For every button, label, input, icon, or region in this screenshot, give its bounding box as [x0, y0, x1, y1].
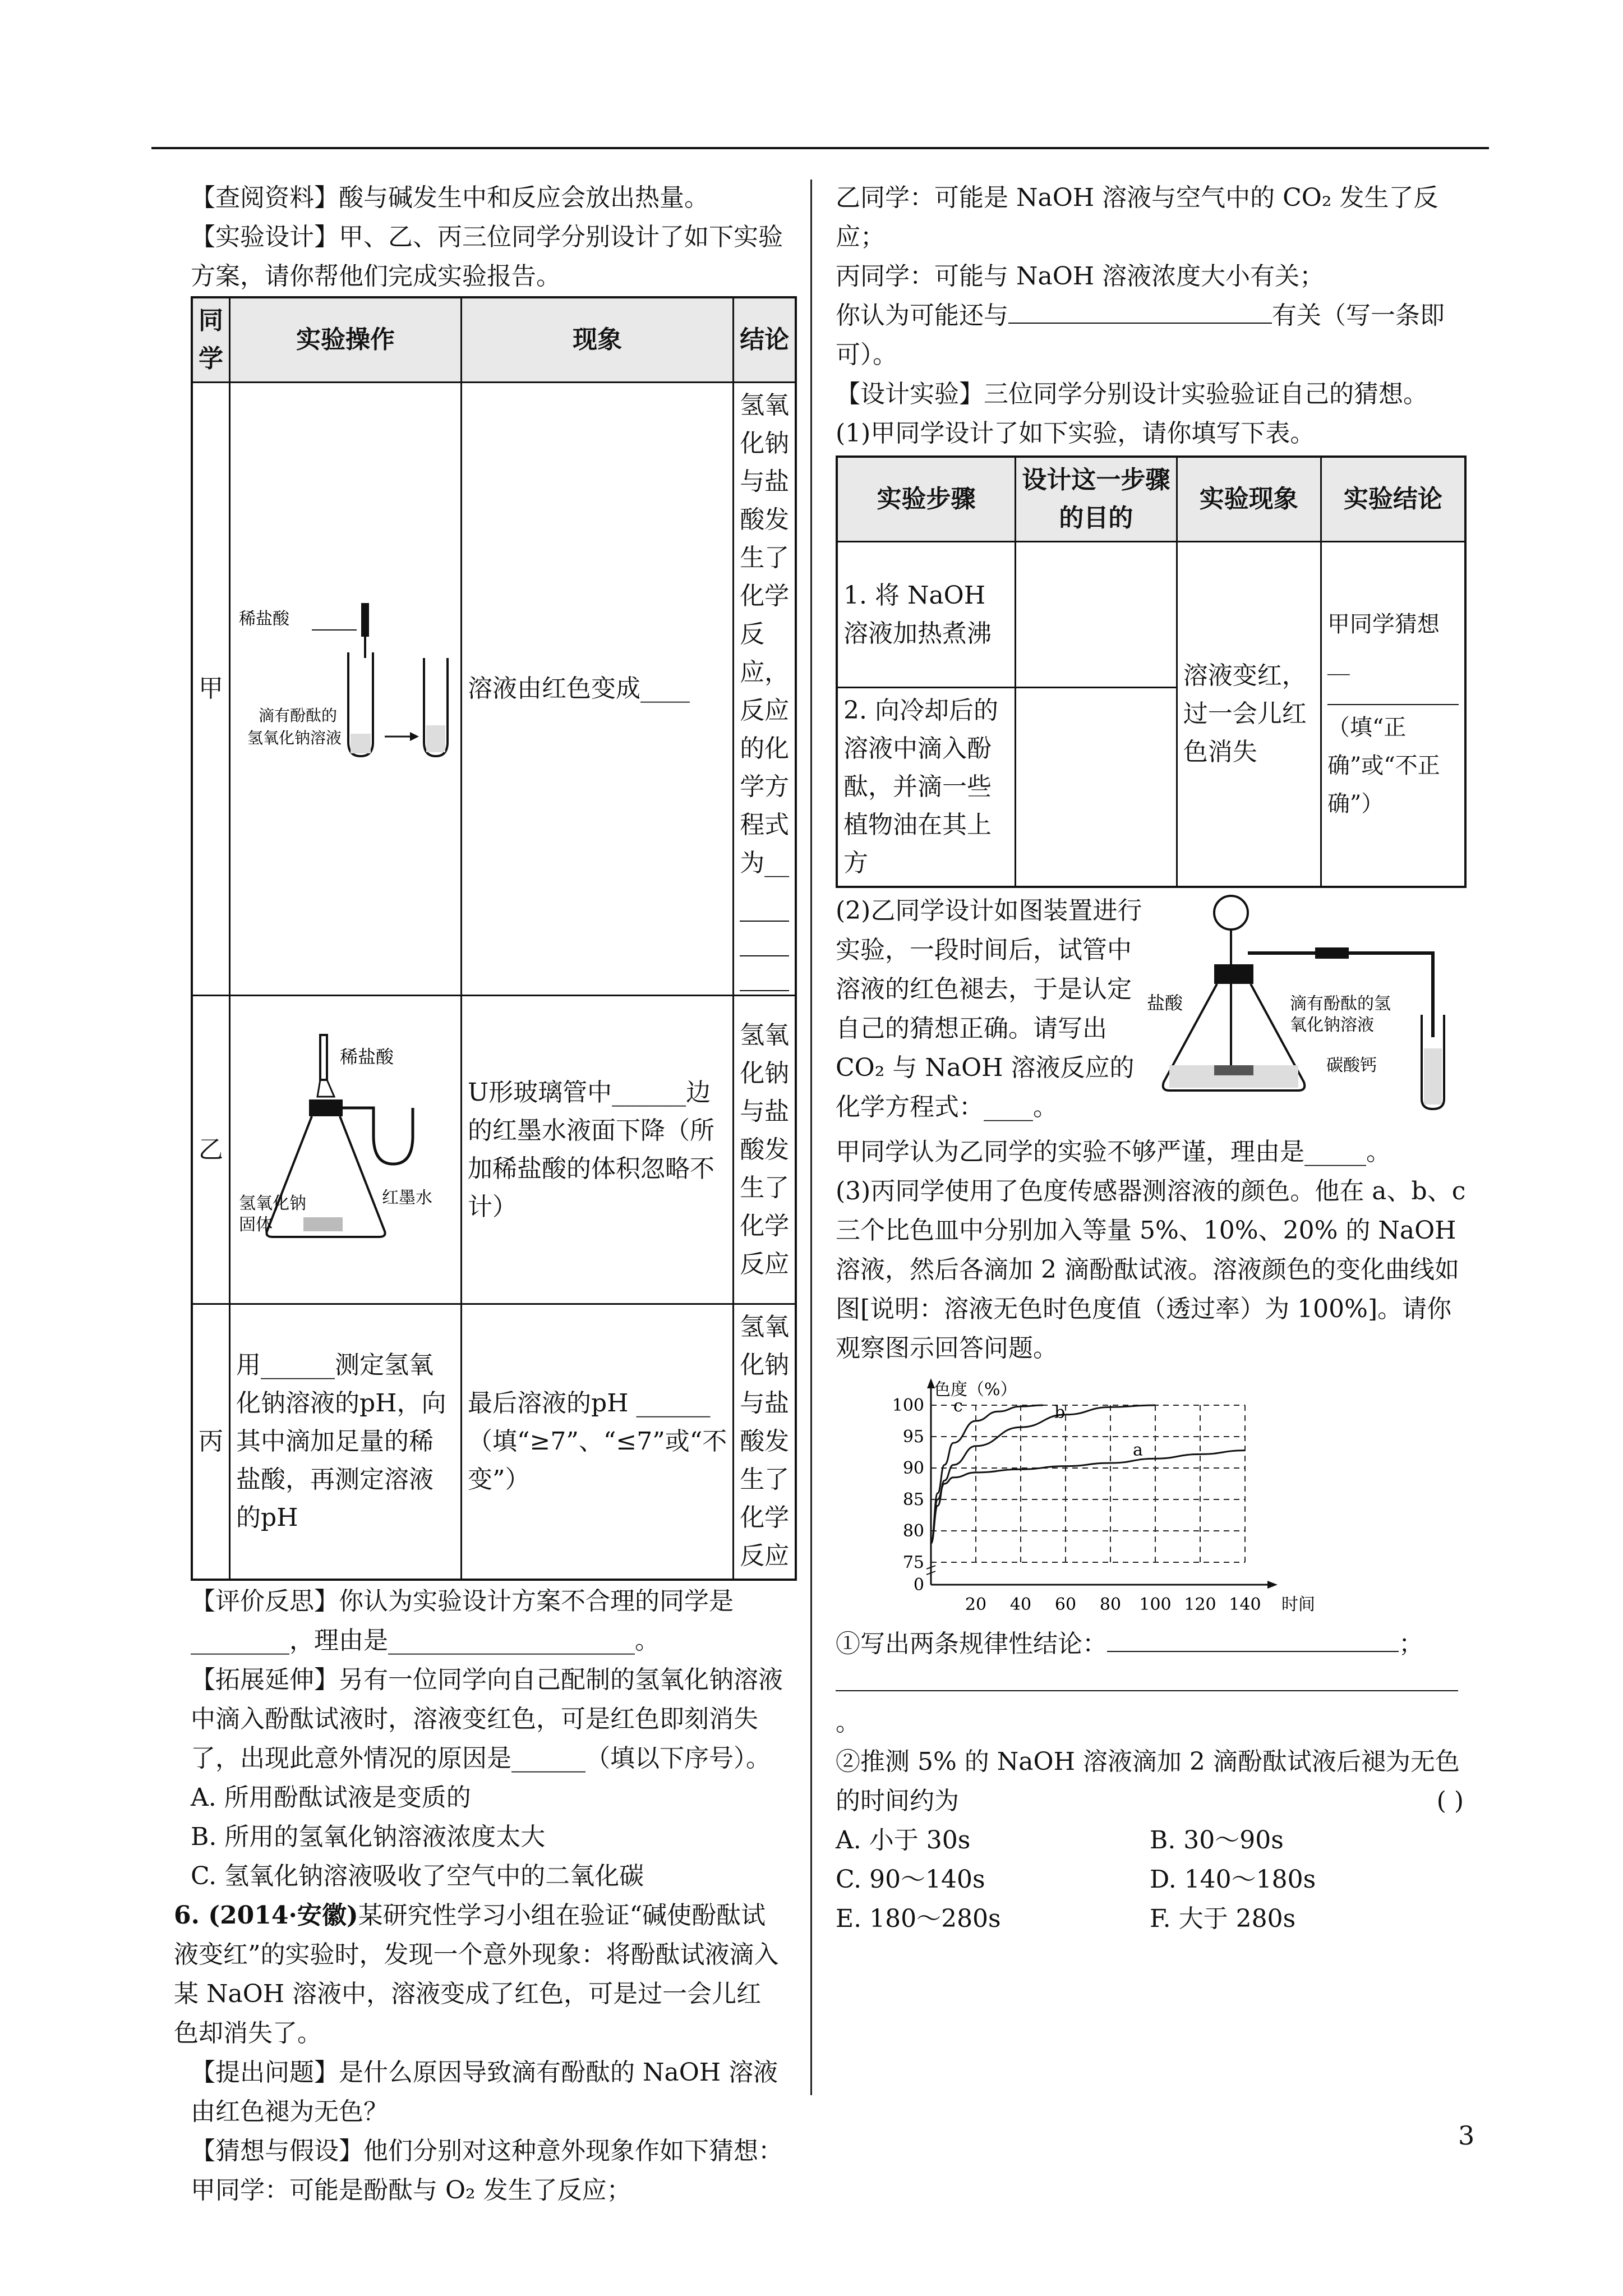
x-tick-label: 20: [965, 1595, 987, 1614]
y-tick-label: 80: [902, 1521, 924, 1541]
th-phenomenon: 现象: [462, 297, 734, 383]
row-jia-conclusion: [734, 383, 796, 996]
jia-phenomenon: 溶液变红，过一会儿红色消失: [1177, 542, 1321, 887]
option-a[interactable]: A. 小于 30s: [836, 1826, 971, 1855]
dropper-test-tube-figure: [236, 591, 449, 776]
th2-phenomenon: 实验现象: [1177, 457, 1321, 542]
series-label-b: b: [1054, 1402, 1066, 1423]
question-3-2-paren[interactable]: ( ): [1436, 1787, 1464, 1815]
row-yi-phenomenon: U形玻璃管中______边的红墨水液面下降（所加稀盐酸的体积忽略不计）: [462, 996, 734, 1304]
row-jia-conclusion-text: 氢氧化钠与盐酸发生了化学反应，反应的化学方程式为__: [740, 391, 790, 877]
hypothesis-other-post: 有关（写一条即可）。: [836, 301, 1445, 369]
row-bing-student: 丙: [192, 1304, 230, 1580]
row-yi-conclusion: 氢氧化钠与盐酸发生了化学反应: [734, 996, 796, 1304]
y-tick-label: 100: [892, 1396, 924, 1415]
step-2-purpose[interactable]: [1016, 688, 1177, 887]
question-2-text: (2)乙同学设计如图装置进行实验，一段时间后，试管中溶液的红色褪去，于是认定自己的猜想正确。请写出 CO₂ 与 NaOH 溶液反应的化学方程式：____。: [836, 896, 1142, 1121]
question-6-text: 某研究性学习小组在验证“碱使酚酞试液变红”的实验时，发现一个意外现象：将酚酞试液滴入某 NaOH 溶液中，溶液变成了红色，可是过一会儿红色却消失了。: [174, 1901, 779, 2047]
experiment-report-table: [191, 296, 797, 1581]
label-naoh-solution: 氢氧化钠溶液: [247, 729, 342, 747]
hypothesis-other-pre: 你认为可能还与: [836, 301, 1008, 330]
chart-grid: [931, 1405, 1245, 1562]
question-3-2-text: ②推测 5% 的 NaOH 溶液滴加 2 滴酚酞试液后褪为无色的时间约为: [836, 1747, 1460, 1815]
label-dilute-hcl: 稀盐酸: [239, 609, 289, 629]
chart-series: [931, 1396, 1245, 1543]
th2-conclusion: 实验结论: [1321, 457, 1465, 542]
step-2: 2. 向冷却后的溶液中滴入酚酞，并滴一些植物油在其上方: [837, 688, 1016, 887]
hypothesis-other: [836, 296, 1475, 375]
th2-step: 实验步骤: [837, 457, 1016, 542]
x-tick-label: 60: [1054, 1595, 1077, 1614]
row-jia-figure: [230, 383, 462, 996]
problem-text: 【提出问题】是什么原因导致滴有酚酞的 NaOH 溶液由红色褪为无色？: [191, 2058, 778, 2126]
th-student: 同学: [192, 297, 230, 383]
jia-conclusion: [1321, 542, 1465, 887]
th-conclusion: 结论: [734, 297, 796, 383]
option-d[interactable]: D. 140～180s: [1150, 1865, 1316, 1894]
intro-reference: 【查阅资料】酸与碱发生中和反应会放出热量。: [191, 183, 709, 212]
label-red-ink: 红墨水: [382, 1188, 432, 1208]
hypothesis-other-blank[interactable]: [1008, 298, 1272, 324]
design-step1-intro: (1)甲同学设计了如下实验，请你填写下表。: [836, 419, 1315, 448]
x-tick-label: 140: [1229, 1595, 1261, 1614]
row-bing-operation: 用______测定氢氧化钠溶液的pH，向其中滴加足量的稀盐酸，再测定溶液的pH: [230, 1304, 462, 1580]
series-label-c: c: [953, 1396, 963, 1416]
right-column: [836, 178, 1475, 1939]
jia-conclusion-b: （填“正确”或“不正确”）: [1327, 715, 1440, 817]
question-6: [174, 1896, 785, 2053]
question-3-1-text: ①写出两条规律性结论：: [836, 1630, 1107, 1658]
option-b[interactable]: B. 30～90s: [1150, 1826, 1284, 1855]
question-3-2-options: [836, 1821, 1475, 1939]
hypothesis-jia: 甲同学：可能是酚酞与 O₂ 发生了反应；: [191, 2176, 631, 2205]
y-tick-label: 85: [902, 1490, 924, 1510]
intro-design: 【实验设计】甲、乙、丙三位同学分别设计了如下实验方案，请你帮他们完成实验报告。: [191, 223, 783, 291]
column-divider: [810, 180, 812, 2095]
label-hcl: 盐酸: [1147, 992, 1183, 1014]
th-operation: 实验操作: [230, 297, 462, 383]
y-tick-label: 75: [902, 1553, 924, 1572]
y-tick-label: 95: [902, 1427, 924, 1447]
option-c[interactable]: C. 90～140s: [836, 1865, 985, 1894]
question-3-1-blank-2[interactable]: [836, 1665, 1458, 1691]
y-zero-label: 0: [913, 1575, 924, 1595]
question-6-source: 6. (2014·安徽): [174, 1901, 358, 1930]
x-tick-label: 100: [1139, 1595, 1172, 1614]
jia-experiment-table: [836, 455, 1467, 888]
chart-axes: [926, 1378, 1278, 1589]
label-indicator-2: 氧化钠溶液: [1290, 1015, 1374, 1035]
step-1: 1. 将 NaOH 溶液加热煮沸: [837, 542, 1016, 688]
flask-u-tube-figure: [236, 1024, 455, 1265]
color-degree-chart: [880, 1372, 1318, 1613]
extension-text: 【拓展延伸】另有一位同学向自己配制的氢氧化钠溶液中滴入酚酞试液时，溶液变红色，可是红色即刻消失了，出现此意外情况的原因是______（填以下序号）。: [191, 1665, 783, 1773]
jia-conclusion-a: 甲同学猜想__: [1327, 611, 1440, 675]
choice-b: B. 所用的氢氧化钠溶液浓度太大: [191, 1823, 546, 1851]
label-caco3: 碳酸钙: [1326, 1056, 1377, 1075]
hypothesis-yi: 乙同学：可能是 NaOH 溶液与空气中的 CO₂ 发生了反应；: [836, 183, 1438, 251]
question-3-2: [836, 1742, 1475, 1821]
x-tick-label: 40: [1009, 1595, 1032, 1614]
question-3-text: (3)丙同学使用了色度传感器测溶液的颜色。他在 a、b、c 三个比色皿中分别加入等量 5%、10%、20% 的 NaOH 溶液，然后各滴加 2 滴酚酞试液。溶液颜色的变化曲线如图[说明：溶液无色时色度值（透过率）为 100%]。请你观察图示回答问题。: [836, 1177, 1466, 1363]
row-bing-conclusion: 氢氧化钠与盐酸发生了化学反应: [734, 1304, 796, 1580]
chart-ticks: [892, 1396, 1261, 1614]
step-1-purpose[interactable]: [1016, 542, 1177, 688]
header-rule: [151, 147, 1489, 149]
question-2-critique: 甲同学认为乙同学的实验不够严谨，理由是_____。: [836, 1138, 1391, 1166]
question-3-1: ①写出两条规律性结论： ；: [836, 1625, 1475, 1664]
x-axis-arrow: [1267, 1581, 1278, 1589]
x-tick-label: 120: [1184, 1595, 1216, 1614]
option-e[interactable]: E. 180～280s: [836, 1904, 1001, 1933]
row-yi-student: 乙: [192, 996, 230, 1304]
left-column: [174, 178, 790, 2210]
hypothesis-text: 【猜想与假设】他们分别对这种意外现象作如下猜想：: [191, 2137, 783, 2165]
choice-c: C. 氢氧化钠溶液吸收了空气中的二氧化碳: [191, 1862, 644, 1890]
design-text: 【设计实验】三位同学分别设计实验验证自己的猜想。: [836, 380, 1428, 408]
equation-answer-lines: [740, 887, 789, 991]
question-3-1-line2: 。: [836, 1664, 1475, 1742]
evaluation-text: 【评价反思】你认为实验设计方案不合理的同学是________，理由是____________________。: [191, 1587, 734, 1655]
chart-ylabel: 色度（%）: [934, 1380, 1017, 1400]
series-label-a: a: [1133, 1440, 1143, 1460]
page-number: 3: [1458, 2120, 1475, 2151]
label-solid: 固体: [239, 1214, 273, 1235]
x-tick-label: 80: [1099, 1595, 1122, 1614]
row-yi-figure: [230, 996, 462, 1304]
question-3-1-blank[interactable]: [1107, 1626, 1399, 1652]
label-dilute-hcl-2: 稀盐酸: [340, 1046, 394, 1068]
th2-purpose: 设计这一步骤的目的: [1016, 457, 1177, 542]
label-indicator-1: 滴有酚酞的氢: [1290, 994, 1391, 1014]
question-2-block: [836, 891, 1475, 1133]
label-phenolphthalein: 滴有酚酞的: [259, 706, 338, 725]
label-naoh: 氢氧化钠: [239, 1193, 306, 1213]
row-bing-phenomenon: 最后溶液的pH ______（填“≥7”、“≤7”或“不变”）: [462, 1304, 734, 1580]
chart-xlabel: 时间: [1281, 1595, 1315, 1614]
co2-apparatus-figure: [1147, 886, 1467, 1121]
hypothesis-bing: 丙同学：可能与 NaOH 溶液浓度大小有关；: [836, 262, 1325, 291]
row-jia-student: 甲: [192, 383, 230, 996]
y-tick-label: 90: [902, 1458, 924, 1478]
choice-a: A. 所用酚酞试液是变质的: [191, 1783, 471, 1812]
series-line-a: [931, 1451, 1245, 1544]
option-f[interactable]: F. 大于 280s: [1150, 1904, 1296, 1933]
row-jia-phenomenon: 溶液由红色变成____: [462, 383, 734, 996]
